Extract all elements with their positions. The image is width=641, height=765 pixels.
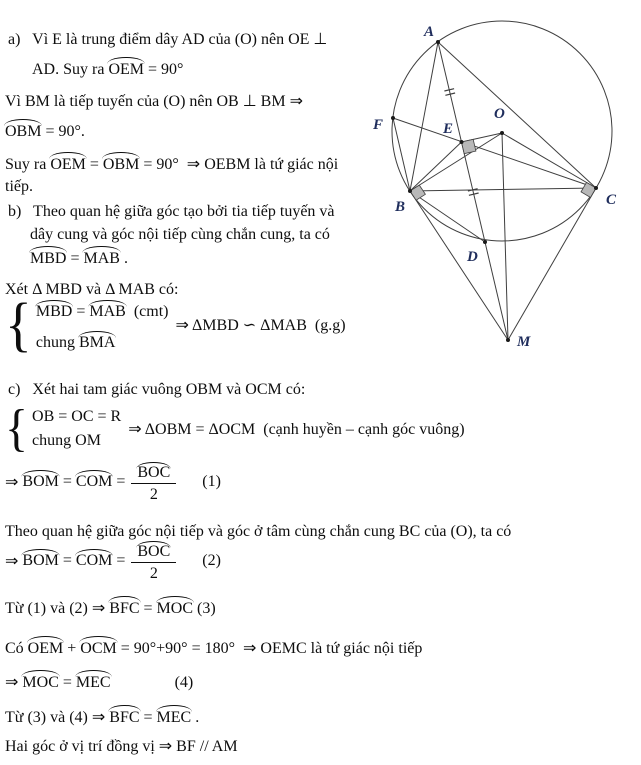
- segment-FC: [393, 118, 596, 188]
- label-C: C: [606, 192, 617, 208]
- segment-BF: [393, 118, 410, 191]
- geometry-diagram: [370, 0, 641, 365]
- label-D: D: [467, 249, 478, 265]
- segment-BC: [410, 188, 596, 191]
- line-b1: b) Theo quan hệ giữa góc tạo bởi tia tiếp tuyến và: [8, 203, 335, 220]
- system-b-row2: chung BMA: [35, 333, 116, 351]
- segment-AM: [438, 42, 508, 340]
- segment-BO: [410, 133, 502, 191]
- label-A: A: [424, 24, 435, 40]
- segment-BD: [410, 191, 485, 242]
- right-angle-marker-C: [581, 182, 596, 197]
- line-a4: OBM = 90°.: [5, 123, 85, 140]
- system-c-row2: chung OM: [32, 432, 101, 449]
- equation-4: ⇒ MOC = MEC (4): [5, 674, 194, 691]
- system-b-conclusion: ⇒ ΔMBD ∽ ΔMAB (g.g): [175, 317, 346, 334]
- right-angle-marker-B: [410, 185, 425, 200]
- left-brace: {: [5, 291, 32, 359]
- line-c2: Theo quan hệ giữa góc nội tiếp và góc ở tâm cùng chắn cung BC của (O), ta có: [5, 523, 512, 540]
- equation-2: ⇒ BOM = COM = $\frac{\text{BOC}}{2}$ (2): [5, 539, 221, 583]
- label-F: F: [373, 117, 384, 133]
- segment-AC: [438, 42, 596, 188]
- line-a2: AD. Suy ra OEM = 90°: [32, 61, 184, 78]
- line-a5: Suy ra OEM = OBM = 90° ⇒ OEBM là tứ giác nội: [5, 156, 339, 173]
- right-angle-marker-E: [462, 139, 476, 153]
- segment-BM-tangent: [410, 191, 508, 340]
- equation-1: ⇒ BOM = COM = $\frac{\text{BOC}}{2}$ (1): [5, 460, 221, 504]
- label-E: E: [443, 121, 454, 137]
- label-M: M: [517, 334, 531, 350]
- system-c: [5, 399, 465, 458]
- line-a6: tiếp.: [5, 178, 33, 195]
- line-c4: Từ (3) và (4) ⇒ BFC = MEC .: [5, 709, 200, 726]
- system-c-row1: OB = OC = R: [32, 408, 122, 425]
- system-c-conclusion: ⇒ ΔOBM = ΔOCM (cạnh huyền – cạnh góc vuông): [128, 421, 465, 438]
- label-O: O: [494, 106, 505, 122]
- line-c5: Hai góc ở vị trí đồng vị ⇒ BF // AM: [5, 738, 238, 755]
- label-B: B: [395, 199, 406, 215]
- line-b2: dây cung và góc nội tiếp cùng chắn cung, ta có: [30, 226, 330, 243]
- system-b-row1: MBD = MAB (cmt): [35, 302, 169, 320]
- point-O: [500, 131, 504, 135]
- line-c1: c) Xét hai tam giác vuông OBM và OCM có:: [8, 381, 306, 398]
- point-C: [594, 186, 598, 190]
- equation-3: Từ (1) và (2) ⇒ BFC = MOC (3): [5, 600, 216, 617]
- line-a3: Vì BM là tiếp tuyến của (O) nên OB ⊥ BM ⇒: [5, 93, 303, 110]
- line-c3: Có OEM + OCM = 90°+90° = 180° ⇒ OEMC là tứ giác nội tiếp: [5, 640, 423, 657]
- segment-OM: [502, 133, 508, 340]
- segment-CM-tangent: [508, 188, 596, 340]
- point-D: [483, 240, 487, 244]
- left-brace: {: [5, 399, 29, 458]
- point-E: [460, 140, 464, 144]
- system-b: [5, 291, 346, 359]
- point-A: [436, 40, 440, 44]
- point-B: [408, 189, 412, 193]
- line-b4: Xét Δ MBD và Δ MAB có:: [5, 281, 179, 298]
- point-F: [391, 116, 395, 120]
- line-b3: MBD = MAB .: [30, 250, 128, 267]
- line-a1: a) Vì E là trung điểm dây AD của (O) nên OE ⊥: [8, 31, 328, 48]
- point-M: [506, 338, 510, 342]
